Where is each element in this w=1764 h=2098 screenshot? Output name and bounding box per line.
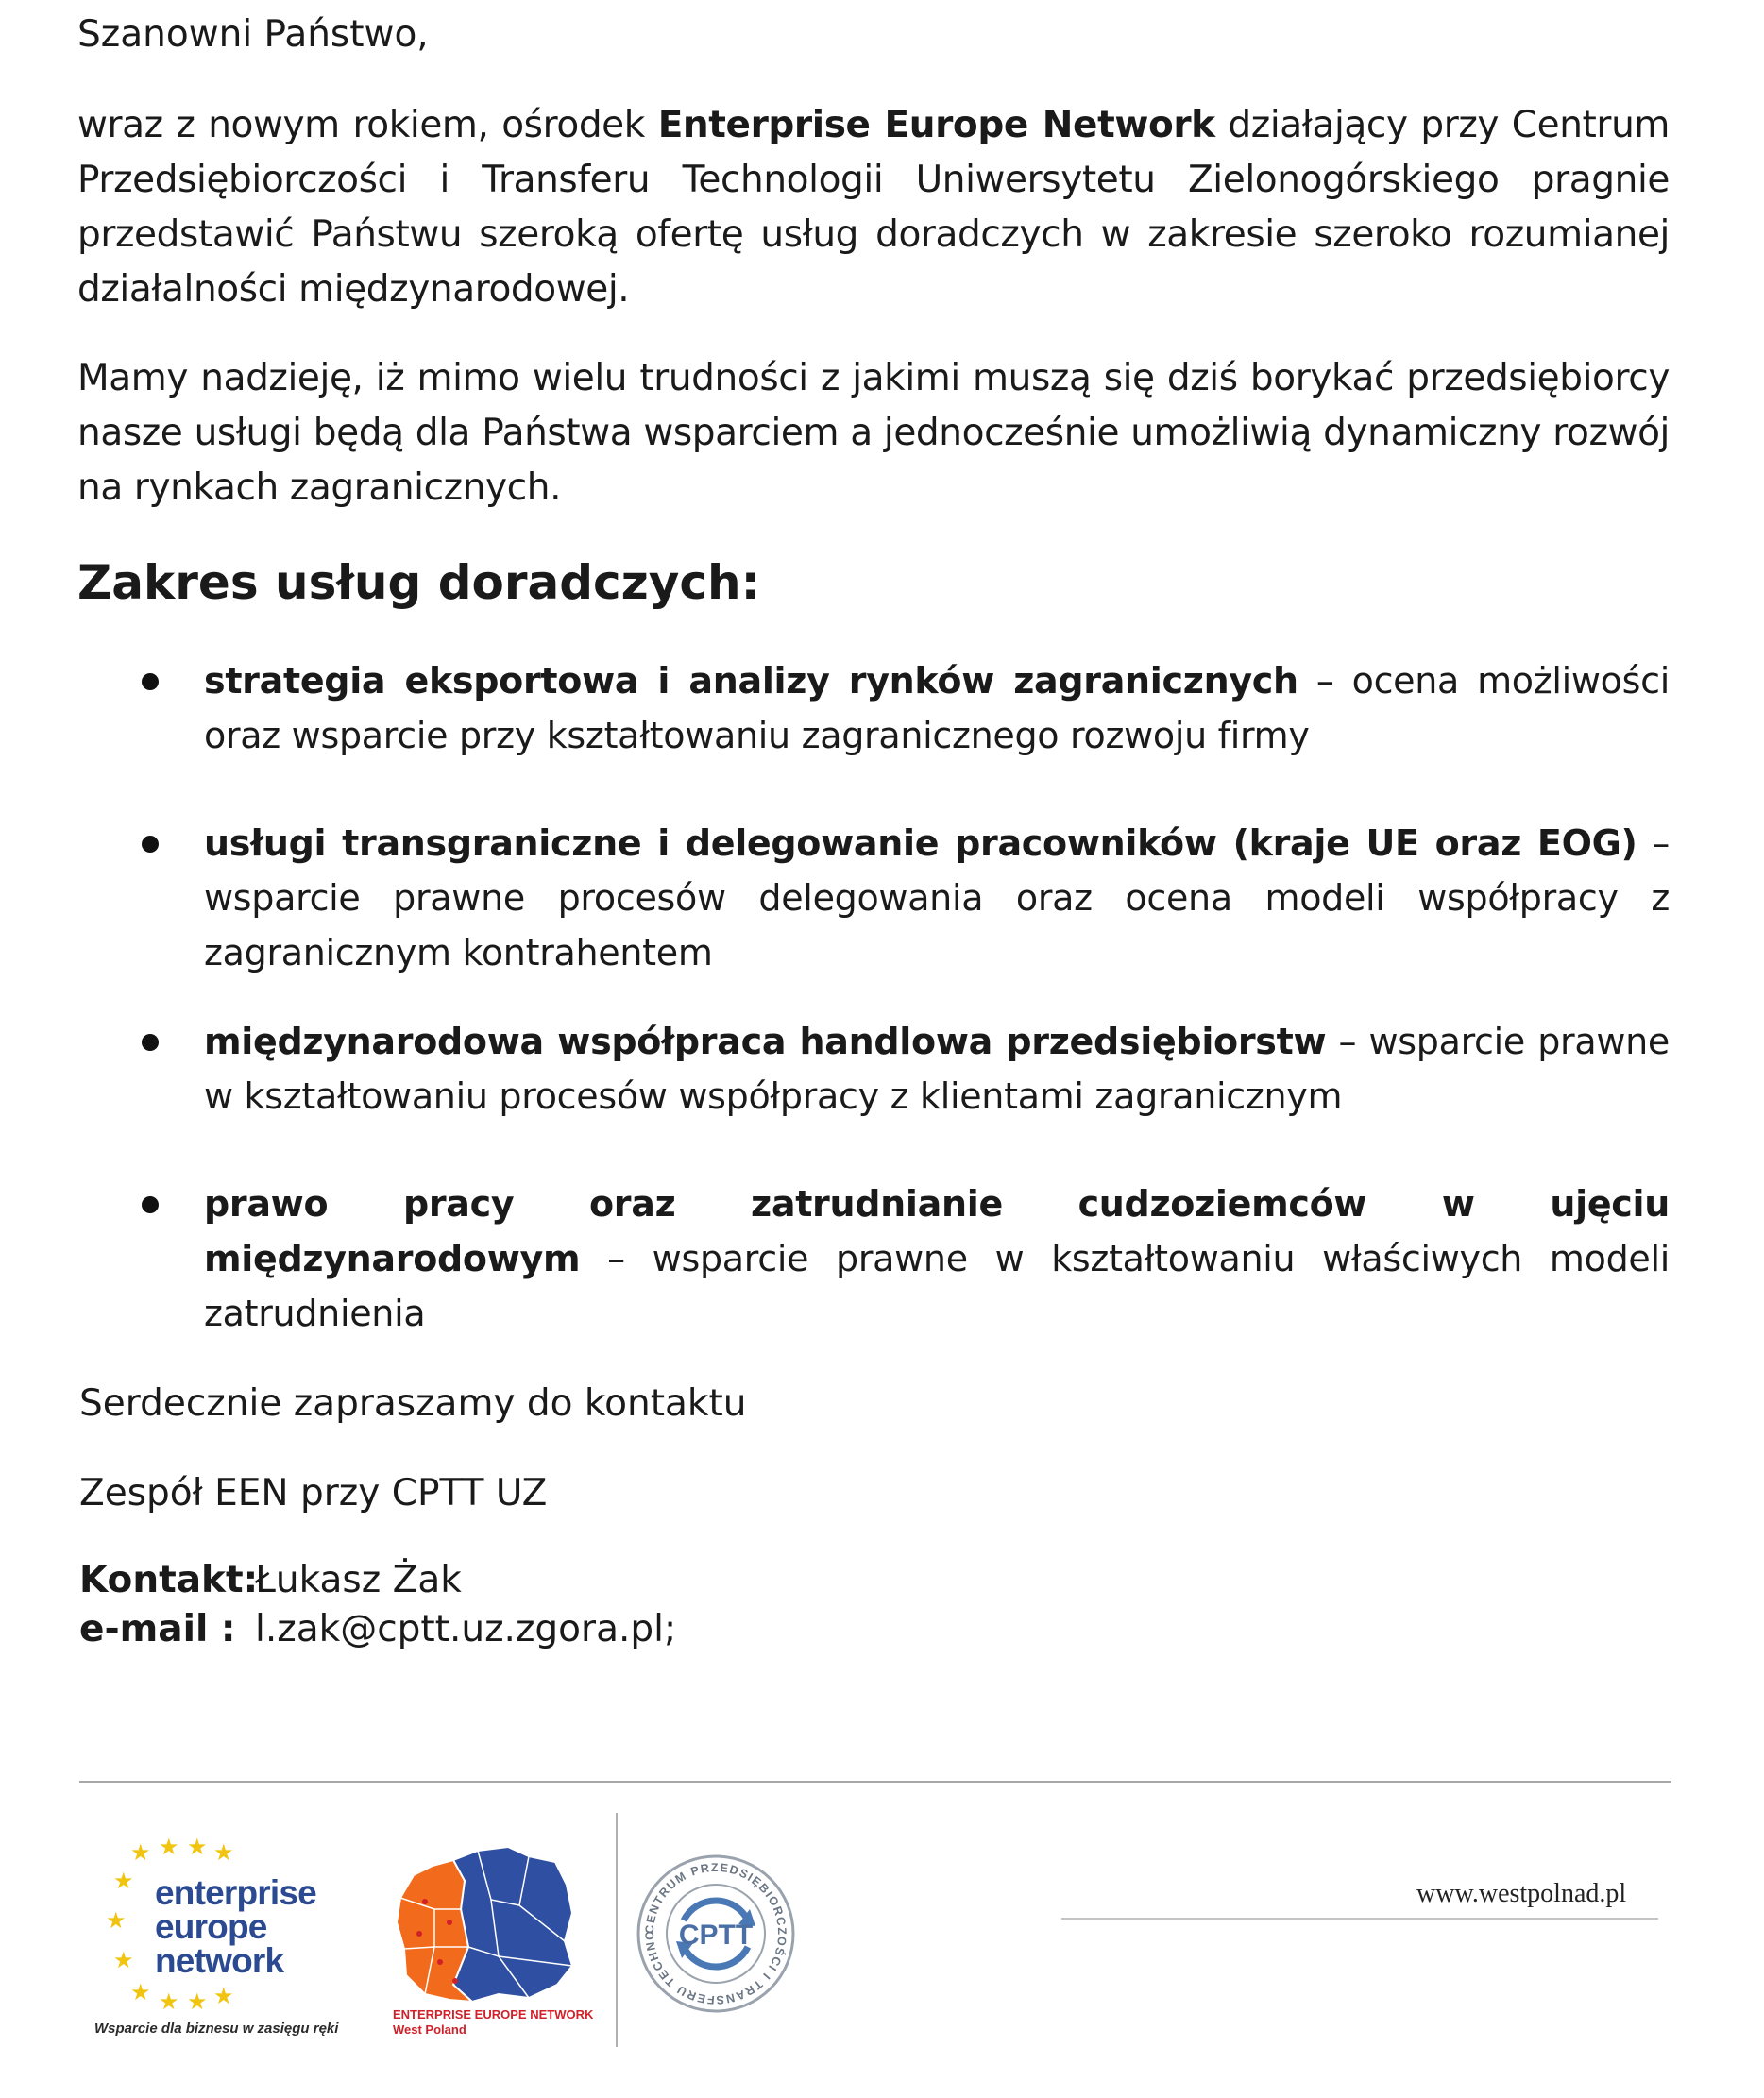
logo-word: enterprise — [155, 1873, 316, 1912]
star-icon: ★ — [130, 1839, 151, 1866]
website-link[interactable]: www.westpolnad.pl — [1416, 1879, 1627, 1908]
service-description: – wsparcie prawne w kształtowaniu właściwych modeli zatrudnienia — [204, 1238, 1670, 1334]
contact-label: Kontakt: — [79, 1559, 259, 1601]
service-item — [204, 1014, 1670, 1124]
star-icon: ★ — [159, 1834, 179, 1860]
bullet-icon — [142, 1034, 159, 1051]
logo-tagline: Wsparcie dla biznesu w zasięgu ręki — [94, 2021, 339, 2037]
url-underline — [1061, 1918, 1658, 1920]
signature-team: Zespół EEN przy CPTT UZ — [79, 1472, 548, 1514]
cptt-logo — [635, 1853, 797, 2015]
intro-text-end: działający przy Centrum Przedsiębiorczości i Transferu Technologii Uniwersytetu Zielonogórskiego pragnie przedstawić Państwu szeroką ofertę usług doradczych w zakresie szeroko rozumianej działalności międzynarodowej. — [77, 104, 1670, 311]
star-icon: ★ — [113, 1947, 134, 1973]
cptt-seal-icon — [635, 1853, 797, 2015]
intro-text-start: wraz z nowym rokiem, ośrodek — [77, 104, 658, 146]
footer-divider-line — [79, 1781, 1671, 1783]
poland-map-icon — [387, 1843, 585, 2005]
logo-word: europe — [155, 1907, 267, 1946]
service-item — [204, 653, 1670, 763]
organization-name: Enterprise Europe Network — [657, 104, 1215, 146]
service-description: – wsparcie prawne w kształtowaniu procesów współpracy z klientami zagranicznym — [204, 1021, 1670, 1117]
hope-paragraph: Mamy nadzieję, iż mimo wielu trudności z jakimi muszą się dziś borykać przedsiębiorcy nasze usługi będą dla Państwa wsparciem a jednocześnie umożliwią dynamiczny rozwój na rynkach zagranicznych. — [77, 357, 1670, 509]
cptt-center-text: CPTT — [678, 1920, 754, 1951]
west-poland-map-logo — [387, 1843, 594, 2041]
star-icon: ★ — [213, 1839, 234, 1866]
map-subcaption: West Poland — [393, 2022, 466, 2037]
email-address[interactable]: l.zak@cptt.uz.zgora.pl; — [255, 1608, 677, 1650]
star-icon: ★ — [187, 1834, 208, 1860]
salutation: Szanowni Państwo, — [77, 13, 429, 56]
service-description: – ocena możliwości oraz wsparcie przy kształtowaniu zagranicznego rozwoju firmy — [204, 660, 1670, 756]
star-icon: ★ — [187, 1988, 208, 2015]
intro-paragraph — [77, 98, 1670, 317]
contact-name: Łukasz Żak — [255, 1559, 462, 1601]
cptt-ring-text: CENTRUM PRZEDSIĘBIORCZOŚCI I TRANSFERU TECHNO — [642, 1860, 789, 2007]
bullet-icon — [142, 673, 159, 690]
star-icon: ★ — [113, 1868, 134, 1894]
star-icon: ★ — [130, 1979, 151, 2005]
bullet-icon — [142, 836, 159, 853]
service-title: międzynarodowa współpraca handlowa przedsiębiorstw — [204, 1021, 1327, 1062]
bullet-icon — [142, 1196, 159, 1213]
footer-vertical-divider — [616, 1813, 618, 2047]
closing-line: Serdecznie zapraszamy do kontaktu — [79, 1382, 747, 1425]
service-title: usługi transgraniczne i delegowanie pracowników (kraje UE oraz EOG) — [204, 822, 1637, 864]
star-icon: ★ — [213, 1983, 234, 2009]
services-heading: Zakres usług doradczych: — [77, 555, 760, 610]
service-item — [204, 816, 1670, 980]
logo-word: network — [155, 1941, 284, 1980]
email-label: e-mail : — [79, 1608, 236, 1650]
star-icon: ★ — [106, 1907, 127, 1934]
service-title: prawo pracy oraz zatrudnianie cudzoziemców w ujęciu międzynarodowym — [204, 1183, 1670, 1279]
service-title: strategia eksportowa i analizy rynków zagranicznych — [204, 660, 1298, 702]
map-caption: ENTERPRISE EUROPE NETWORK — [393, 2007, 594, 2022]
service-item — [204, 1176, 1670, 1341]
enterprise-europe-network-logo — [94, 1834, 339, 2049]
service-description: – wsparcie prawne procesów delegowania oraz ocena modeli współpracy z zagranicznym kontrahentem — [204, 822, 1670, 973]
star-icon: ★ — [159, 1988, 179, 2015]
